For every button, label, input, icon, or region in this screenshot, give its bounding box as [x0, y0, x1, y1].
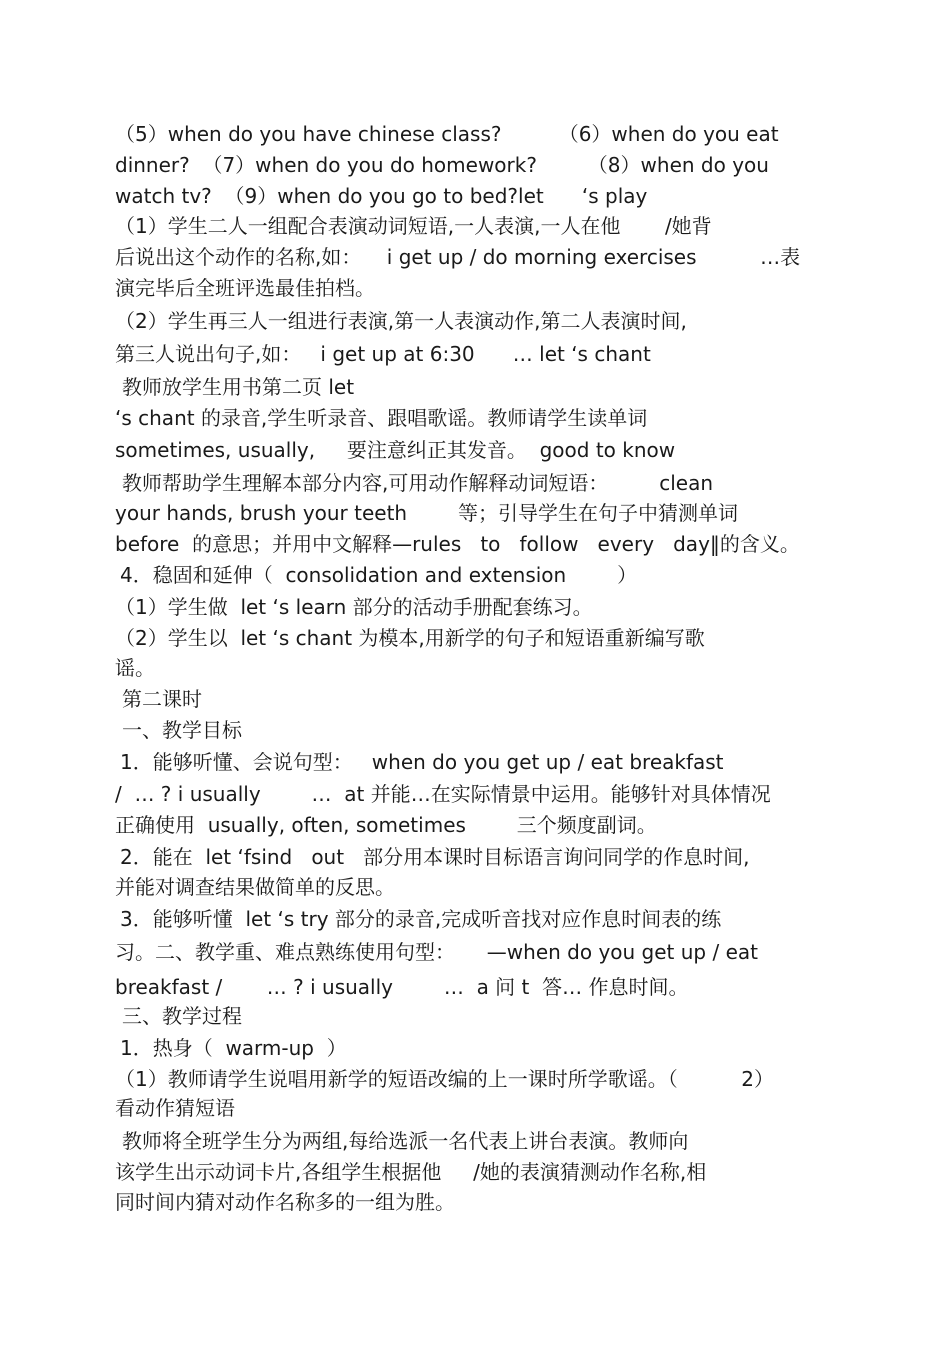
- text-line: 第三人说出句子,如： i get up at 6:30 … let ‘s chant: [115, 342, 651, 366]
- text-line: （2）学生再三人一组进行表演,第一人表演动作,第二人表演时间,: [115, 309, 687, 333]
- text-line: 1．能够听懂、会说句型： when do you get up / eat breakfast: [120, 750, 724, 774]
- text-line: 教师放学生用书第二页 let: [122, 375, 355, 399]
- text-line: 谣。: [115, 656, 155, 680]
- text-line: watch tv? （9）when do you go to bed?let ‘s play: [115, 184, 648, 208]
- text-line: 同时间内猜对动作名称多的一组为胜。: [115, 1190, 455, 1214]
- text-line: 演完毕后全班评选最佳拍档。: [115, 276, 375, 300]
- text-line: your hands, brush your teeth 等；引导学生在句子中猜测单词: [115, 501, 738, 525]
- text-line: 1．热身（ warm-up ）: [120, 1036, 347, 1060]
- text-line: 4．稳固和延伸（ consolidation and extension ）: [120, 563, 638, 587]
- text-line: 正确使用 usually, often, sometimes 三个频度副词。: [115, 813, 657, 837]
- section-heading: 三、教学过程: [122, 1004, 242, 1028]
- text-line: （1）学生做 let ‘s learn 部分的活动手册配套练习。: [115, 595, 593, 619]
- text-line: 看动作猜短语: [115, 1096, 235, 1120]
- text-line: breakfast / … ? i usually … a 问 t 答… 作息时间。: [115, 975, 689, 999]
- text-line: before 的意思；并用中文解释—rules to follow every day‖的含义。: [115, 532, 800, 556]
- text-line: 教师将全班学生分为两组,每给选派一名代表上讲台表演。教师向: [122, 1129, 689, 1153]
- text-line: 该学生出示动词卡片,各组学生根据他 /她的表演猜测动作名称,相: [115, 1160, 707, 1184]
- text-line: （1）学生二人一组配合表演动词短语,一人表演,一人在他 /她背: [115, 214, 712, 238]
- text-line: 2．能在 let ‘fsind out 部分用本课时目标语言询问同学的作息时间,: [120, 845, 750, 869]
- text-line: / … ? i usually … at 并能…在实际情景中运用。能够针对具体情况: [115, 782, 771, 806]
- text-line: dinner? （7）when do you do homework? （8）when do you: [115, 153, 769, 177]
- text-line: （5）when do you have chinese class? （6）when do you eat: [115, 122, 779, 146]
- section-heading: 一、教学目标: [122, 718, 242, 742]
- text-line: sometimes, usually, 要注意纠正其发音。 good to know: [115, 438, 676, 462]
- text-line: 教师帮助学生理解本部分内容,可用动作解释动词短语： clean: [122, 471, 714, 495]
- text-line: 3．能够听懂 let ‘s try 部分的录音,完成听音找对应作息时间表的练: [120, 907, 722, 931]
- text-line: 后说出这个动作的名称,如： i get up / do morning exercises …表: [115, 245, 801, 269]
- text-line: 习。二、教学重、难点熟练使用句型： —when do you get up / eat: [115, 940, 758, 964]
- section-heading: 第二课时: [122, 687, 202, 711]
- text-line: （1）教师请学生说唱用新学的短语改编的上一课时所学歌谣。（ 2）: [115, 1067, 775, 1091]
- text-line: ‘s chant 的录音,学生听录音、跟唱歌谣。教师请学生读单词: [115, 406, 648, 430]
- text-line: 并能对调查结果做简单的反思。: [115, 875, 395, 899]
- text-line: （2）学生以 let ‘s chant 为模本,用新学的句子和短语重新编写歌: [115, 626, 705, 650]
